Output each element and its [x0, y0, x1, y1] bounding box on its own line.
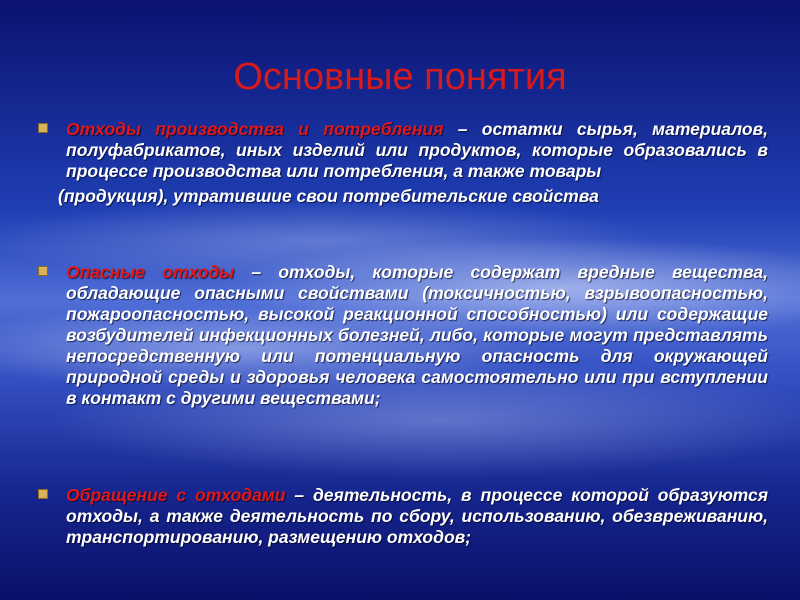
definition-term: Обращение с отходами: [66, 485, 286, 505]
slide-title: Основные понятия: [233, 56, 567, 98]
definition-body: [66, 262, 768, 409]
definition-text: – остатки сырья, материалов, полуфабрикатов, иных изделий или продуктов, которые образовались в процессе производства или потребления, а также товары: [66, 119, 768, 181]
definition-item-waste: [38, 119, 768, 207]
bullet-icon: [38, 123, 48, 133]
definition-term: Отходы производства и потребления: [66, 119, 444, 139]
bullet-icon: [38, 489, 48, 499]
definition-text: – деятельность, в процессе которой образуются отходы, а также деятельность по сбору, использованию, обезвреживанию, транспортированию, размещению отходов;: [66, 485, 768, 547]
bullet-icon: [38, 266, 48, 276]
definition-term: Опасные отходы: [66, 262, 235, 282]
definition-continuation: (продукция), утратившие свои потребительские свойства: [58, 186, 599, 206]
definition-item-waste-handling: [38, 485, 768, 548]
definition-item-hazardous-waste: [38, 262, 768, 409]
definition-text: – отходы, которые содержат вредные вещества, обладающие опасными свойствами (токсичностью, взрывоопасностью, пожароопасностью, высокой реакционной способностью) или содержащие возбудителей инфекционных болезней, либо, которые могут представлять непосредственную или потенциальную опасность для окружающей природной среды и здоровья человека самостоятельно или при вступлении в контакт с другими веществами;: [66, 262, 768, 408]
definition-body: [66, 485, 768, 548]
definition-body: [58, 119, 768, 207]
